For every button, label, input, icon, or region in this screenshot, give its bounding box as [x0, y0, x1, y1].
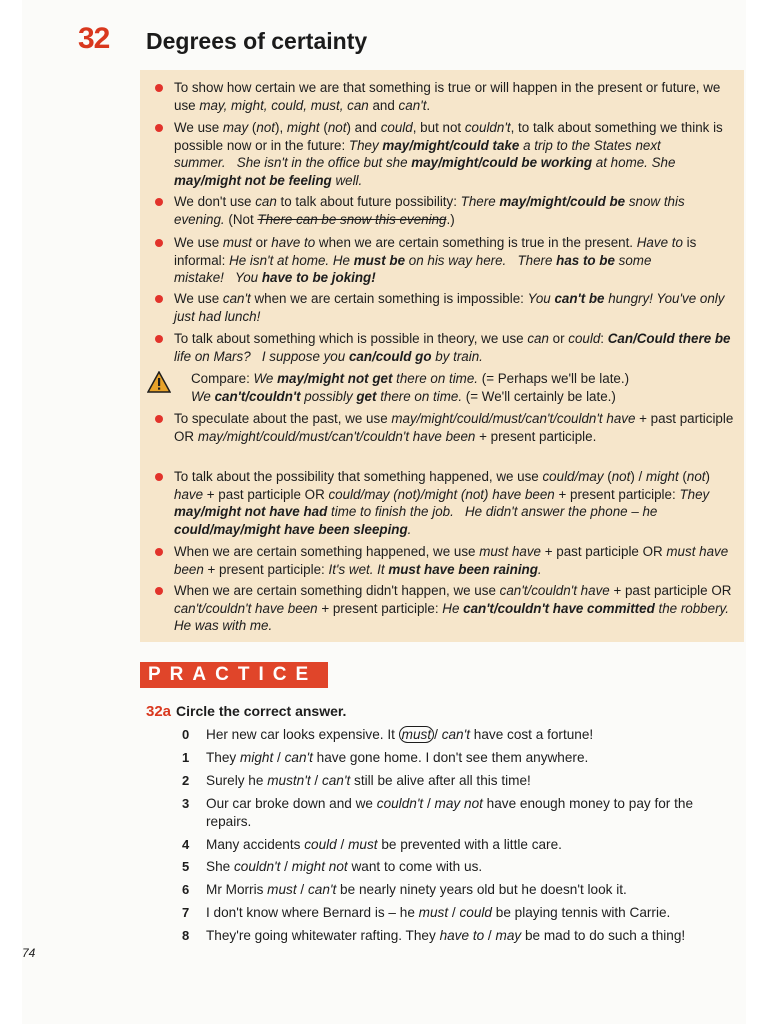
example: You have to be joking! — [235, 270, 376, 286]
exercise-item: 6 Mr Morris must / can't be nearly ninety years old but he doesn't look it. — [182, 882, 627, 897]
answer-option[interactable]: could — [459, 905, 492, 920]
exercise-item: 2 Surely he mustn't / can't still be alive after all this time! — [182, 773, 531, 788]
example: There has to be some mistake! — [174, 252, 652, 286]
example: There may/might/could be snow this evening. — [174, 194, 685, 227]
exercise-item: 8 They're going whitewater rafting. They have to / may be mad to do such a thing! — [182, 928, 686, 943]
exercise-item: 1 They might / can't have gone home. I don't see them anywhere. — [182, 750, 589, 765]
exercise-item: 4 Many accidents could / must be prevented with a little care. — [182, 837, 562, 852]
example: She isn't in the office but she may/might/could be working at home. She may/might not be feeling well. — [174, 155, 676, 188]
answer-option[interactable]: can't — [441, 727, 470, 742]
example: We may/might not get there on time. — [253, 371, 479, 386]
unit-title: Degrees of certainty — [146, 28, 368, 54]
bullet-icon — [155, 548, 163, 556]
rule-possibility-past: To talk about the possibility that something happened, we use could/may (not) / might (not) have + past participle OR could/may (not)/might (not) have been + present participle: They may/might not have had time to finish the job. He didn't answer the phone – he could/may/might have been sleeping. — [174, 468, 736, 538]
example: He didn't answer the phone – he could/may/might have been sleeping. — [174, 504, 658, 537]
rule-speculate-past: To speculate about the past, we use may/might/could/must/can't/couldn't have + past participle OR may/might/could/must/can't/couldn't have been + present participle. — [174, 410, 736, 445]
answer-option[interactable]: may — [495, 928, 522, 943]
circled-answer: must — [399, 726, 434, 743]
rule-certain-happened: When we are certain something happened, we use must have + past participle OR must have been + present participle: It's wet. It must have been raining. — [174, 543, 736, 578]
exercise-heading — [146, 703, 346, 720]
exercise-item: 0 Her new car looks expensive. It must / can't have cost a fortune! — [182, 727, 594, 742]
answer-option[interactable]: must — [418, 905, 449, 920]
rule-theory: To talk about something which is possible in theory, we use can or could: Can/Could there be life on Mars? I suppose you can/could go by train. — [174, 330, 736, 365]
page-number: 74 — [22, 946, 36, 960]
warning-icon — [147, 371, 171, 393]
answer-option[interactable]: might not — [291, 859, 348, 874]
rule-certain-not-happened: When we are certain something didn't happen, we use can't/couldn't have + past participle OR can't/couldn't have been + present participle: He can't/couldn't have committed the robbery. He was with me. — [174, 582, 736, 635]
rule-impossible: We use can't when we are certain something is impossible: You can't be hungry! You've only just had lunch! — [174, 290, 736, 325]
answer-option[interactable]: can't — [321, 773, 351, 788]
rule-certain-present: We use must or have to when we are certain something is true in the present. Have to is informal: He isn't at home. He must be on his way here. There has to be some mistake! You have to be joking! — [174, 234, 736, 287]
answer-option[interactable]: may not — [434, 796, 483, 811]
bullet-icon — [155, 124, 163, 132]
answer-option[interactable]: have to — [439, 928, 485, 943]
example: We can't/couldn't possibly get there on time. — [191, 388, 463, 404]
bullet-icon — [155, 198, 163, 206]
example: You can't be hungry! You've only just had lunch! — [174, 291, 725, 324]
struck-example: There can be snow this evening — [257, 211, 447, 227]
answer-option[interactable]: must — [267, 882, 297, 897]
example: They may/might not have had time to finish the job. — [174, 486, 710, 520]
compare-note: Compare: We may/might not get there on time. (= Perhaps we'll be late.) We can't/couldn't possibly get there on time. (= We'll certainly be late.) — [191, 371, 630, 404]
unit-number: 32 — [78, 22, 110, 55]
answer-option[interactable]: must — [348, 837, 378, 852]
exercise-number: 32a — [146, 703, 172, 720]
example: He can't/couldn't have committed the robbery. He was with me. — [174, 600, 729, 634]
example: It's wet. It must have been raining. — [328, 561, 542, 577]
bullet-icon — [155, 84, 163, 92]
exercise-item: 3 Our car broke down and we couldn't / may not have enough money to pay for the repairs. — [182, 796, 693, 829]
exercise-item: 5 She couldn't / might not want to come with us. — [182, 859, 483, 874]
exercise-instruction: Circle the correct answer. — [176, 703, 347, 719]
bullet-icon — [155, 415, 163, 423]
rule-present-future: To show how certain we are that something is true or will happen in the present or future, we use may, might, could, must, can and can't. — [174, 79, 736, 114]
exercise-item: 7 I don't know where Bernard is – he must / could be playing tennis with Carrie. — [182, 905, 671, 920]
rule-future-possibility: We don't use can to talk about future possibility: There may/might/could be snow this evening. (Not There can be snow this evening.) — [174, 193, 736, 228]
bullet-icon — [155, 473, 163, 481]
bullet-icon — [155, 335, 163, 343]
example: Can/Could there be life on Mars? — [174, 331, 731, 364]
practice-banner: PRACTICE — [140, 662, 328, 688]
example: He isn't at home. He must be on his way here. — [229, 252, 507, 268]
rule-possibility: We use may (not), might (not) and could, but not couldn't, to talk about something we think is possible now or in the future: They may/might/could take a trip to the States next summer. She isn't in the office but she may/might/could be working at home. She may/might not be feeling well. — [174, 119, 736, 189]
answer-option[interactable]: couldn't — [233, 859, 281, 874]
answer-option[interactable]: can't — [284, 750, 313, 765]
answer-option[interactable]: might — [240, 750, 274, 765]
example: I suppose you can/could go by train. — [261, 348, 483, 364]
answer-option[interactable]: could — [304, 837, 337, 852]
answer-option[interactable]: couldn't — [376, 796, 424, 811]
bullet-icon — [155, 239, 163, 247]
bullet-icon — [155, 295, 163, 303]
bullet-icon — [155, 587, 163, 595]
answer-option[interactable]: can't — [307, 882, 337, 897]
example: They may/might/could take a trip to the States next summer. — [174, 137, 661, 171]
answer-option[interactable]: mustn't — [267, 773, 311, 788]
